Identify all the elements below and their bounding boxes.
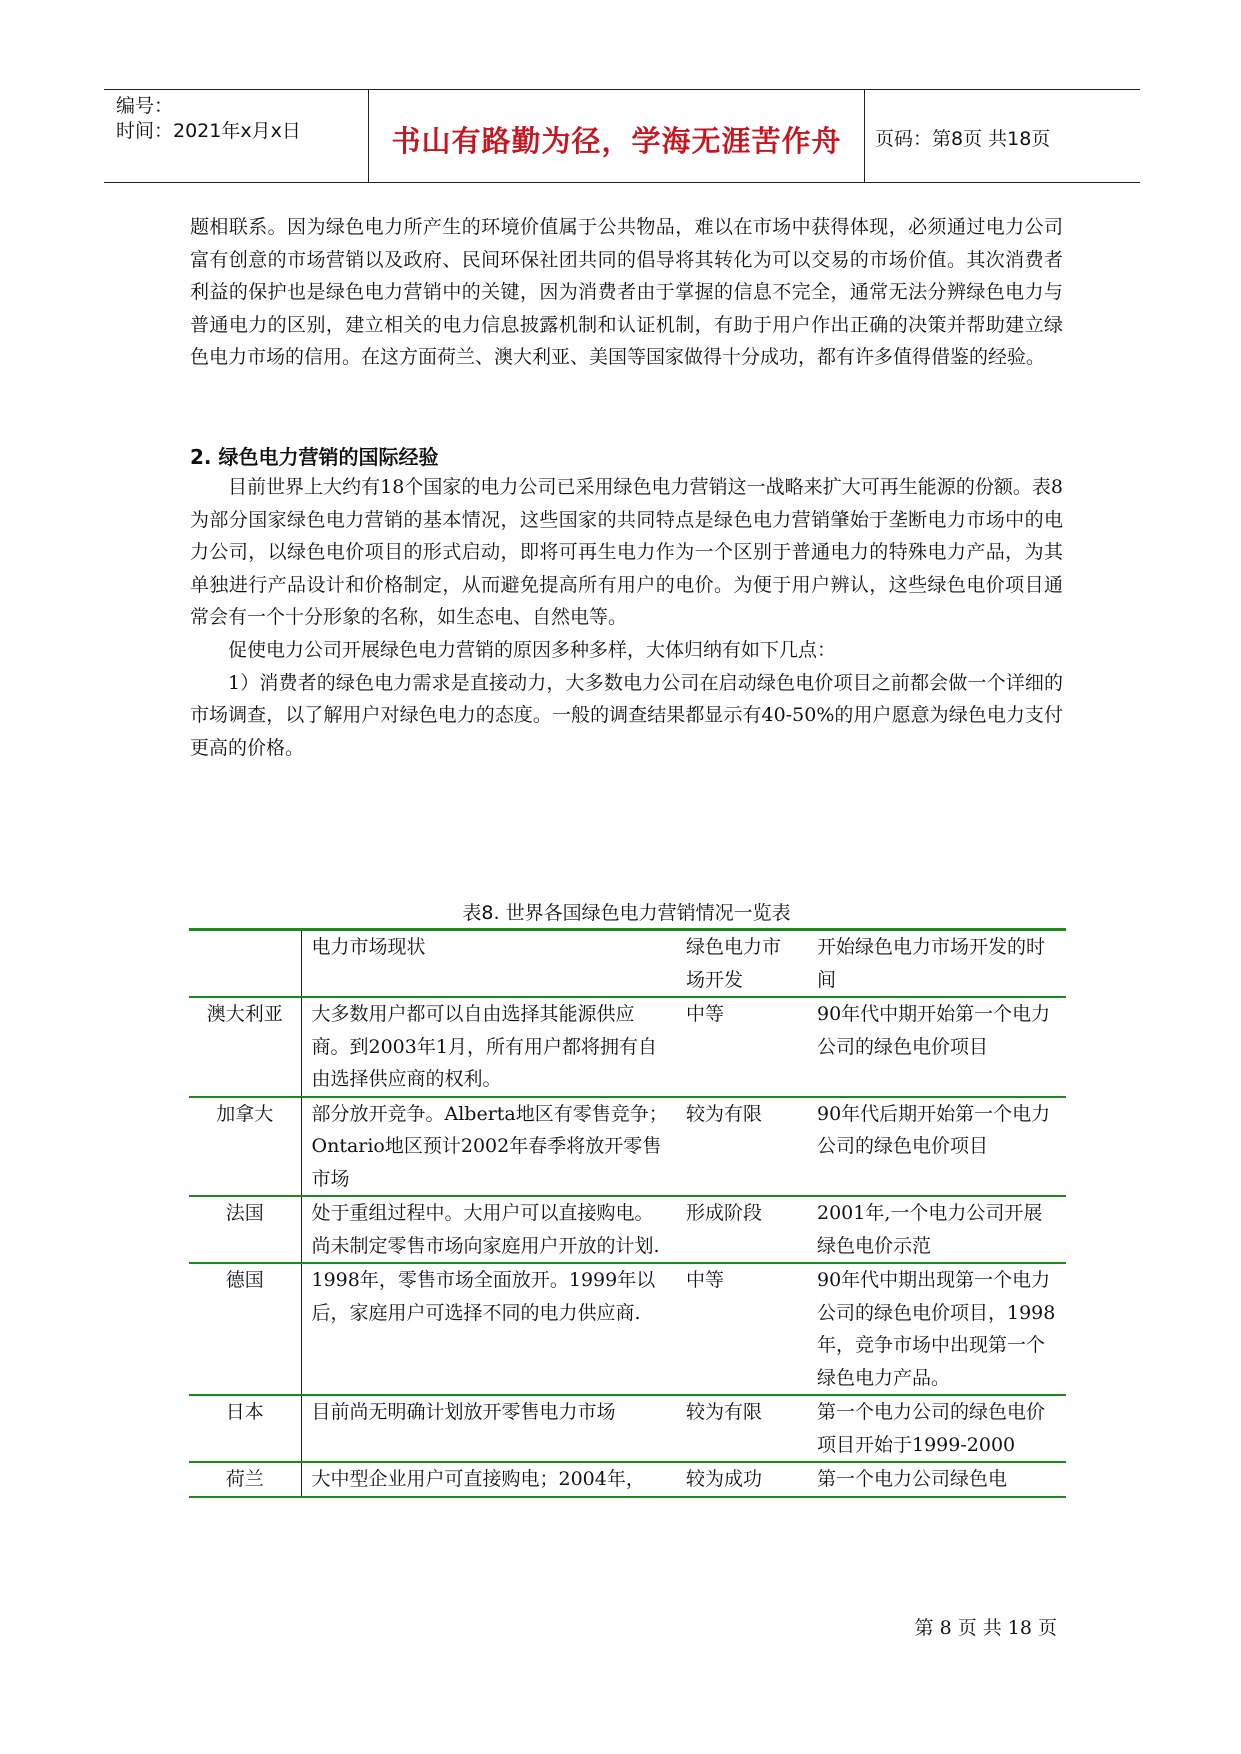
market-development-cell: 中等	[676, 1263, 807, 1395]
table-row	[189, 1462, 1066, 1497]
market-development-cell: 较为成功	[676, 1462, 807, 1497]
start-time-cell: 90年代中期开始第一个电力公司的绿色电价项目	[807, 997, 1066, 1097]
market-status-cell: 大多数用户都可以自由选择其能源供应商。到2003年1月，所有用户都将拥有自由选择供应商的权利。	[301, 997, 676, 1097]
market-status-cell: 大中型企业用户可直接购电；2004年，	[301, 1462, 676, 1497]
table-row	[189, 1196, 1066, 1263]
table-title: 表8. 世界各国绿色电力营销情况一览表	[462, 902, 791, 924]
table-row	[189, 1097, 1066, 1197]
section-body	[190, 471, 1063, 764]
country-cell: 日本	[189, 1395, 301, 1462]
market-status-cell: 处于重组过程中。大用户可以直接购电。尚未制定零售市场向家庭用户开放的计划.	[301, 1196, 676, 1263]
table-row	[189, 997, 1066, 1097]
table-row	[189, 1263, 1066, 1395]
green-power-table	[189, 928, 1066, 1498]
section-paragraph: 促使电力公司开展绿色电力营销的原因多种多样，大体归纳有如下几点：	[228, 638, 837, 661]
table-header-row	[189, 930, 1066, 998]
table-header-cell: 绿色电力市场开发	[676, 930, 807, 998]
country-cell: 荷兰	[189, 1462, 301, 1497]
start-time-cell: 90年代后期开始第一个电力公司的绿色电价项目	[807, 1097, 1066, 1197]
start-time-cell: 90年代中期出现第一个电力公司的绿色电价项目，1998年，竞争市场中出现第一个绿色电力产品。	[807, 1263, 1066, 1395]
header-middle-cell	[369, 90, 865, 182]
table-header-cell: 开始绿色电力市场开发的时间	[807, 930, 1066, 998]
market-status-cell: 目前尚无明确计划放开零售电力市场	[301, 1395, 676, 1462]
market-development-cell: 中等	[676, 997, 807, 1097]
market-status-cell: 1998年，零售市场全面放开。1999年以后，家庭用户可选择不同的电力供应商.	[301, 1263, 676, 1395]
header-motto: 书山有路勤为径，学海无涯苦作舟	[391, 124, 842, 158]
header-right-cell	[865, 90, 1140, 182]
page-footer: 第 8 页 共 18 页	[914, 1617, 1057, 1639]
market-development-cell: 较为有限	[676, 1097, 807, 1197]
section-paragraph: 目前世界上大约有18个国家的电力公司已采用绿色电力营销这一战略来扩大可再生能源的份额。表8为部分国家绿色电力营销的基本情况，这些国家的共同特点是绿色电力营销肇始于垄断电力市场中的电力公司，以绿色电价项目的形式启动，即将可再生电力作为一个区别于普通电力的特殊电力产品，为其单独进行产品设计和价格制定，从而避免提高所有用户的电价。为便于用户辨认，这些绿色电价项目通常会有一个十分形象的名称，如生态电、自然电等。	[190, 476, 1063, 629]
start-time-cell: 第一个电力公司绿色电	[807, 1462, 1066, 1497]
section-paragraph: 1）消费者的绿色电力需求是直接动力，大多数电力公司在启动绿色电价项目之前都会做一个详细的市场调查，以了解用户对绿色电力的态度。一般的调查结果都显示有40-50%的用户愿意为绿色电力支付更高的价格。	[190, 671, 1063, 759]
start-time-cell: 2001年,一个电力公司开展绿色电价示范	[807, 1196, 1066, 1263]
market-development-cell: 较为有限	[676, 1395, 807, 1462]
page-header	[104, 89, 1140, 183]
table-row	[189, 1395, 1066, 1462]
header-left-cell	[104, 90, 369, 182]
market-status-cell: 部分放开竞争。Alberta地区有零售竞争；Ontario地区预计2002年春季将放开零售市场	[301, 1097, 676, 1197]
header-page-info: 页码：第8页 共18页	[875, 128, 1051, 150]
intro-paragraph	[190, 211, 1063, 374]
table-header-cell	[189, 930, 301, 998]
intro-paragraph-text: 题相联系。因为绿色电力所产生的环境价值属于公共物品，难以在市场中获得体现，必须通过电力公司富有创意的市场营销以及政府、民间环保社团共同的倡导将其转化为可以交易的市场价值。其次消费者利益的保护也是绿色电力营销中的关键，因为消费者由于掌握的信息不完全，通常无法分辨绿色电力与普通电力的区别，建立相关的电力信息披露机制和认证机制，有助于用户作出正确的决策并帮助建立绿色电力市场的信用。在这方面荷兰、澳大利亚、美国等国家做得十分成功，都有许多值得借鉴的经验。	[190, 216, 1063, 369]
country-cell: 法国	[189, 1196, 301, 1263]
start-time-cell: 第一个电力公司的绿色电价项目开始于1999-2000	[807, 1395, 1066, 1462]
table-header-cell: 电力市场现状	[301, 930, 676, 998]
section-title: 2. 绿色电力营销的国际经验	[190, 445, 439, 469]
country-cell: 德国	[189, 1263, 301, 1395]
country-cell: 澳大利亚	[189, 997, 301, 1097]
document-number-label: 编号：	[116, 95, 174, 117]
market-development-cell: 形成阶段	[676, 1196, 807, 1263]
country-cell: 加拿大	[189, 1097, 301, 1197]
document-time-label: 时间：2021年x月x日	[116, 120, 301, 142]
